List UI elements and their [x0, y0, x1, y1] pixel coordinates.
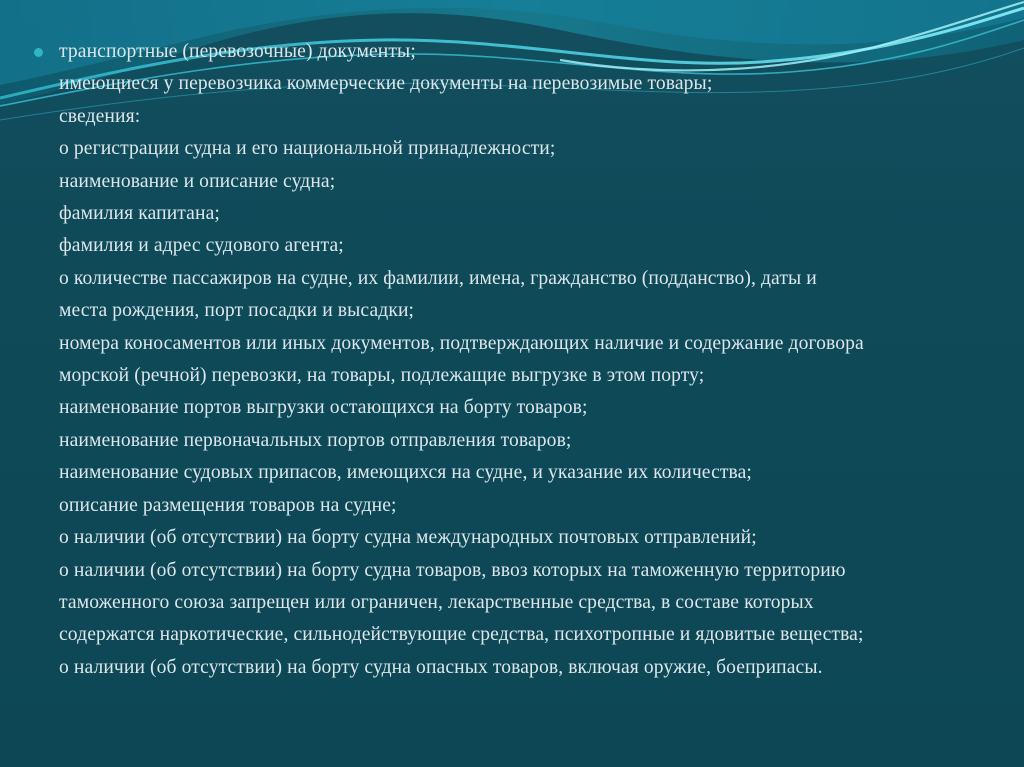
text-line: о наличии (об отсутствии) на борту судна товаров, ввоз которых на таможенную территорию	[59, 559, 846, 581]
text-line: фамилия капитана;	[59, 203, 220, 225]
text-line: описание размещения товаров на судне;	[59, 494, 397, 516]
text-line: о наличии (об отсутствии) на борту судна международных почтовых отправлений;	[59, 527, 757, 549]
text-line: номера коносаментов или иных документов, подтверждающих наличие и содержание договора	[59, 332, 864, 354]
text-line: наименование первоначальных портов отправления товаров;	[59, 429, 572, 451]
bullet-dot-icon	[34, 48, 43, 57]
text-line: места рождения, порт посадки и высадки;	[59, 300, 415, 322]
text-line: таможенного союза запрещен или ограничен, лекарственные средства, в составе которых	[59, 591, 814, 613]
text-line: о регистрации судна и его национальной принадлежности;	[59, 138, 556, 160]
text-line: о наличии (об отсутствии) на борту судна опасных товаров, включая оружие, боеприпасы.	[59, 656, 823, 678]
text-line: о количестве пассажиров на судне, их фамилии, имена, гражданство (подданство), даты и	[59, 267, 817, 289]
bullet-item	[34, 36, 994, 68]
text-line: имеющиеся у перевозчика коммерческие документы на перевозимые товары;	[59, 73, 713, 95]
text-line: сведения:	[59, 105, 141, 127]
text-line: фамилия и адрес судового агента;	[59, 235, 344, 257]
text-line: наименование судовых припасов, имеющихся на судне, и указание их количества;	[59, 462, 752, 484]
text-line: наименование портов выгрузки остающихся на борту товаров;	[59, 397, 588, 419]
slide-body	[34, 36, 994, 684]
text-line: транспортные (перевозочные) документы;	[59, 41, 416, 62]
text-line: морской (речной) перевозки, на товары, подлежащие выгрузке в этом порту;	[59, 365, 705, 387]
text-line: содержатся наркотические, сильнодействующие средства, психотропные и ядовитые вещества;	[59, 624, 864, 646]
text-line: наименование и описание судна;	[59, 170, 336, 192]
